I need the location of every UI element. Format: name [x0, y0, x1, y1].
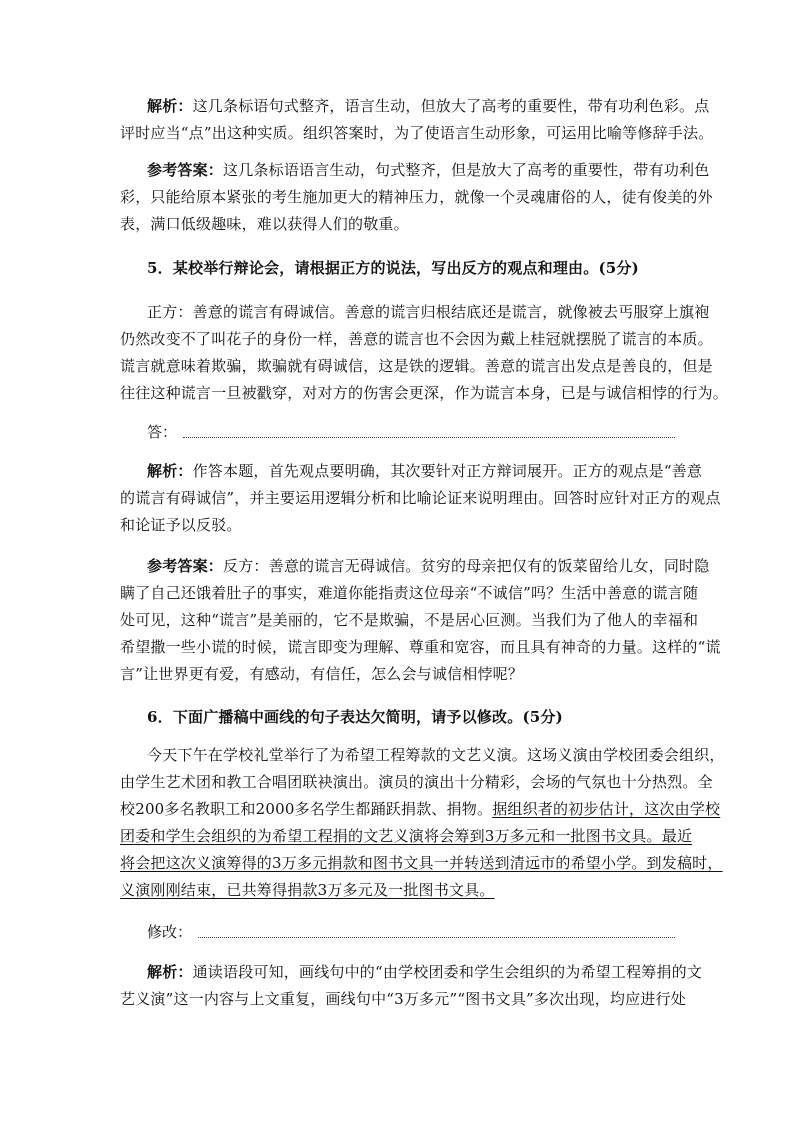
- q6-passage-line-6-underlined: 义演刚刚结束，已共筹得捐款3万多元及一批图书文具。: [120, 881, 495, 899]
- answer-label: 答：: [147, 423, 178, 441]
- q5-passage-line-3: 谎言就意味着欺骗，欺骗就有碍诚信，这是铁的逻辑。善意的谎言出发点是善良的，但是: [120, 357, 713, 375]
- q5-reference-line-3: 处可见，这种“谎言”是美丽的，它不是欺骗，不是居心叵测。当我们为了他人的幸福和: [120, 611, 699, 629]
- q6-passage-line-1: 今天下午在学校礼堂举行了为希望工程筹款的文艺义演。这场义演由学校团委会组织，: [147, 746, 725, 764]
- analysis-label: 解析：: [147, 97, 193, 115]
- q6-passage-line-4-underlined: 团委和学生会组织的为希望工程捐的文艺义演将会筹到3万多元和一批图书文具。最近: [120, 827, 693, 845]
- q6-passage-line-2: 由学生艺术团和教工合唱团联袂演出。演员的演出十分精彩，会场的气氛也十分热烈。全: [120, 773, 713, 791]
- analysis-label: 解析：: [147, 462, 193, 480]
- analysis-paragraph-1-line-1: 解析：这几条标语句式整齐，语言生动，但放大了高考的重要性，带有功利色彩。点: [147, 97, 710, 115]
- q6-passage-line-5-underlined: 将会把这次义演筹得的3万多元捐款和图书文具一并转送到清远市的希望小学。到发稿时，: [120, 854, 723, 872]
- answer-dotted-line: [183, 436, 675, 438]
- reference-answer-1-line-2: 彩，只能给原本紧张的考生施加更大的精神压力，就像一个灵魂庸俗的人，徒有俊美的外: [120, 188, 713, 206]
- revise-dotted-line: [198, 936, 675, 938]
- q5-reference-line-4: 希望撒一些小谎的时候，谎言即变为理解、尊重和宽容，而且具有神奇的力量。这样的“谎: [120, 638, 721, 656]
- q5-passage-line-4: 往往这种谎言一旦被戳穿，对对方的伤害会更深，作为谎言本身，已是与诚信相悖的行为。: [120, 384, 729, 402]
- reference-answer-1-line-3: 表，满口低级趣味，难以获得人们的敬重。: [120, 215, 409, 233]
- q5-analysis-line-3: 和论证予以反驳。: [120, 516, 242, 534]
- q5-reference-line-1: 参考答案：反方：善意的谎言无碍诚信。贫穷的母亲把仅有的饭菜留给儿女，同时隐: [147, 557, 710, 575]
- revise-label: 修改：: [147, 923, 193, 941]
- reference-answer-label: 参考答案：: [147, 161, 224, 179]
- q5-analysis-line-2: 的谎言有碍诚信”，并主要运用逻辑分析和比喻论证来说明理由。回答时应针对正方的观点: [120, 489, 721, 507]
- question-5-title: 5．某校举行辩论会，请根据正方的说法，写出反方的观点和理由。(5分): [147, 259, 639, 277]
- q5-analysis-line-1: 解析：作答本题，首先观点要明确，其次要针对正方辩词展开。正方的观点是“善意: [147, 462, 703, 480]
- underlined-sentence: 据组织者的初步估计，这次由学校: [492, 800, 721, 818]
- reference-answer-label: 参考答案：: [147, 557, 224, 575]
- q5-answer-field[interactable]: [147, 422, 675, 442]
- q6-passage-line-3: 校200多名教职工和2000多名学生都踊跃捐款、捐物。据组织者的初步估计，这次由学校: [120, 800, 721, 818]
- q6-revise-field[interactable]: [147, 922, 675, 942]
- question-6-title: 6．下面广播稿中画线的句子表达欠简明，请予以修改。(5分): [147, 708, 563, 726]
- analysis-paragraph-1-line-2: 评时应当“点”出这种实质。组织答案时，为了使语言生动形象，可运用比喻等修辞手法。: [120, 124, 714, 142]
- q5-passage-line-1: 正方：善意的谎言有碍诚信。善意的谎言归根结底还是谎言，就像被去丐服穿上旗袍: [147, 303, 710, 321]
- analysis-label: 解析：: [147, 963, 193, 981]
- reference-answer-1-line-1: 参考答案：这几条标语语言生动，句式整齐，但是放大了高考的重要性，带有功利色: [147, 161, 710, 179]
- q5-reference-line-5: 言”让世界更有爱，有感动，有信任，怎么会与诚信相悖呢？: [120, 665, 524, 683]
- q6-analysis-line-1: 解析：通读语段可知，画线句中的“由学校团委和学生会组织的为希望工程筹捐的文: [147, 963, 703, 981]
- q5-reference-line-2: 瞒了自己还饿着肚子的事实，难道你能指责这位母亲“不诚信”吗？生活中善意的谎言随: [120, 584, 699, 602]
- q5-passage-line-2: 仍然改变不了叫花子的身份一样，善意的谎言也不会因为戴上桂冠就摆脱了谎言的本质。: [120, 330, 713, 348]
- q6-analysis-line-2: 艺义演”这一内容与上文重复，画线句中“3万多元”“图书文具”多次出现，均应进行处: [120, 990, 686, 1008]
